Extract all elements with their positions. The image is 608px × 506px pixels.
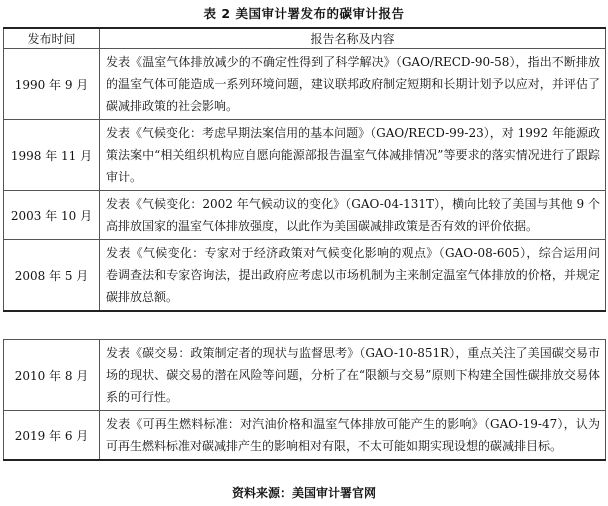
row-date: 1998 年 11 月 — [4, 120, 100, 191]
header-content: 报告名称及内容 — [100, 28, 606, 49]
table-row — [4, 240, 606, 312]
row-date: 2003 年 10 月 — [4, 191, 100, 240]
row-date: 2019 年 6 月 — [4, 411, 100, 461]
header-date: 发布时间 — [4, 28, 100, 49]
table-row — [4, 120, 606, 191]
row-date: 2008 年 5 月 — [4, 240, 100, 312]
table-row — [4, 191, 606, 240]
row-content: 发表《气候变化：专家对于经济政策对气候变化影响的观点》（GAO-08-605），综合运用问卷调查法和专家咨询法，提出政府应考虑以市场机制为主来制定温室气体排放的价格，并规定碳排放总额。 — [100, 240, 606, 312]
row-content: 发表《可再生燃料标准：对汽油价格和温室气体排放可能产生的影响》（GAO-19-47），认为可再生燃料标准对碳减排产生的影响相对有限，不太可能如期实现设想的碳减排目标。 — [100, 411, 606, 461]
row-content: 发表《碳交易：政策制定者的现状与监督思考》（GAO-10-851R），重点关注了美国碳交易市场的现状、碳交易的潜在风险等问题，分析了在“限额与交易”原则下构建全国性碳排放交易体系的可行性。 — [100, 340, 606, 411]
report-table-part-2 — [3, 339, 606, 461]
row-date: 1990 年 9 月 — [4, 49, 100, 120]
table-title: 表 2 美国审计署发布的碳审计报告 — [203, 6, 405, 21]
row-content: 发表《气候变化：考虑早期法案信用的基本问题》（GAO/RECD-99-23），对 1992 年能源政策法案中“相关组织机构应自愿向能源部报告温室气体减排情况”等要求的落实情况进行了跟踪审计。 — [100, 120, 606, 191]
source-note: 资料来源：美国审计署官网 — [231, 486, 376, 500]
report-table-part-1 — [3, 27, 606, 312]
table-row — [4, 49, 606, 120]
row-content: 发表《气候变化：2002 年气候动议的变化》（GAO-04-131T），横向比较了美国与其他 9 个高排放国家的温室气体排放强度，以此作为美国碳减排政策是否有效的评价依据。 — [100, 191, 606, 240]
header-row — [4, 28, 606, 49]
row-content: 发表《温室气体排放减少的不确定性得到了科学解决》（GAO/RECD-90-58），指出不断排放的温室气体可能造成一系列环境问题，建议联邦政府制定短期和长期计划予以应对，并评估了碳减排政策的社会影响。 — [100, 49, 606, 120]
table-row — [4, 411, 606, 461]
row-date: 2010 年 8 月 — [4, 340, 100, 411]
table-row — [4, 340, 606, 411]
